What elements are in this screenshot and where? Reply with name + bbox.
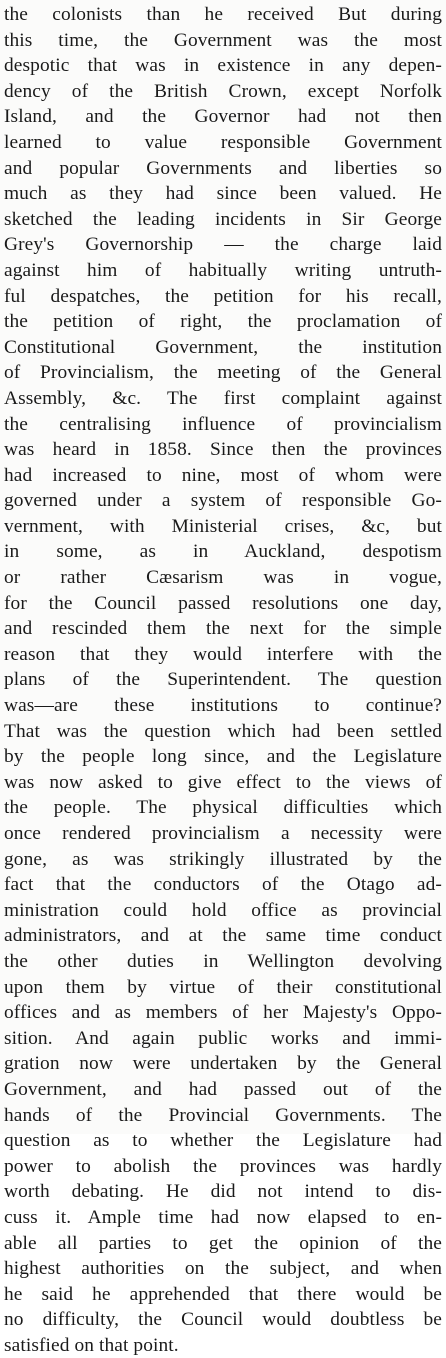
article-line: reason that they would interfere with the xyxy=(4,643,442,665)
article-line: plans of the Superintendent. The question xyxy=(4,669,442,691)
article-line: Government, and had passed out of the xyxy=(4,1078,442,1100)
article-line: Grey's Governorship — the charge laid xyxy=(4,234,442,256)
article-line: was now asked to give effect to the views of xyxy=(4,771,442,793)
article-line: gone, as was strikingly illustrated by the xyxy=(4,848,442,870)
article-line: or rather Cæsarism was in vogue, xyxy=(4,567,442,589)
article-line: fact that the conductors of the Otago ad- xyxy=(4,874,442,896)
article-line: despotic that was in existence in any depen- xyxy=(4,55,442,77)
article-line: question as to whether the Legislature had xyxy=(4,1130,442,1152)
article-line: ful despatches, the petition for his recall, xyxy=(4,285,442,307)
article-line: once rendered provincialism a necessity were xyxy=(4,823,442,844)
article-line: worth debating. He did not intend to dis- xyxy=(4,1181,442,1203)
article-line: the other duties in Wellington devolving xyxy=(4,950,442,972)
article-line: offices and as members of her Majesty's Oppo- xyxy=(4,1002,442,1024)
article-line: by the people long since, and the Legislature xyxy=(4,746,442,768)
article-line: had increased to nine, most of whom were xyxy=(4,464,442,486)
article-line: ministration could hold office as provincial xyxy=(4,899,442,921)
article-line: much as they had since been valued. He xyxy=(4,183,442,205)
article-body xyxy=(4,2,442,1358)
article-line: able all parties to get the opinion of the xyxy=(4,1232,442,1254)
article-line: satisfied on that point. xyxy=(4,1334,179,1356)
article-line: and rescinded them the next for the simple xyxy=(4,618,442,640)
article-line: for the Council passed resolutions one day, xyxy=(4,592,442,614)
article-line: against him of habitually writing untruth- xyxy=(4,259,442,281)
article-line: gration now were undertaken by the General xyxy=(4,1053,442,1075)
article-line: Constitutional Government, the institution xyxy=(4,336,442,358)
article-line: this time, the Government was the most xyxy=(4,29,442,51)
article-line: the colonists than he received But during xyxy=(4,4,442,25)
article-line: he said he apprehended that there would be xyxy=(4,1283,442,1305)
article-line: Assembly, &c. The first complaint against xyxy=(4,387,442,409)
article-line: the centralising influence of provincialism xyxy=(4,413,442,435)
article-line: upon them by virtue of their constitutional xyxy=(4,976,442,998)
article-line: hands of the Provincial Governments. The xyxy=(4,1104,442,1126)
article-line: of Provincialism, the meeting of the General xyxy=(4,362,442,384)
article-line: learned to value responsible Government xyxy=(4,131,442,153)
article-line: in some, as in Auckland, despotism xyxy=(4,541,442,563)
article-line: governed under a system of responsible Go- xyxy=(4,490,442,512)
article-line: power to abolish the provinces was hardly xyxy=(4,1155,442,1177)
article-line: the people. The physical difficulties which xyxy=(4,797,442,819)
article-line: cuss it. Ample time had now elapsed to en- xyxy=(4,1206,442,1228)
article-line: no difficulty, the Council would doubtless be xyxy=(4,1309,442,1331)
article-line: Island, and the Governor had not then xyxy=(4,106,442,128)
article-line: That was the question which had been settled xyxy=(4,720,442,742)
article-line: was—are these institutions to continue? xyxy=(4,695,442,717)
article-line: sition. And again public works and immi- xyxy=(4,1027,442,1049)
article-line: dency of the British Crown, except Norfolk xyxy=(4,80,442,102)
article-line: and popular Governments and liberties so xyxy=(4,157,442,179)
article-line: sketched the leading incidents in Sir George xyxy=(4,208,442,230)
article-line: was heard in 1858. Since then the provinces xyxy=(4,439,442,461)
article-line: administrators, and at the same time conduct xyxy=(4,925,442,947)
article-line: highest authorities on the subject, and when xyxy=(4,1258,442,1280)
article-line: the petition of right, the proclamation of xyxy=(4,311,442,333)
article-line: vernment, with Ministerial crises, &c, but xyxy=(4,515,442,537)
